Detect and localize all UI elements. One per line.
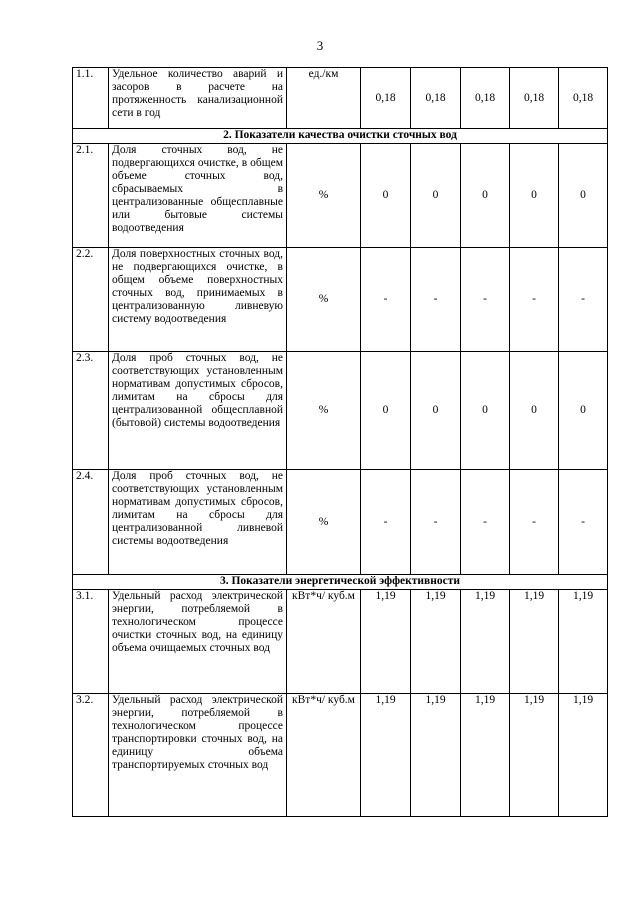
row-value: 1,19 xyxy=(461,590,510,694)
section-header-row xyxy=(73,129,608,144)
row-unit: кВт*ч/ куб.м xyxy=(287,694,361,817)
row-value: 0 xyxy=(361,352,411,470)
row-number: 2.4. xyxy=(73,470,109,575)
row-value: - xyxy=(361,470,411,575)
row-unit: % xyxy=(287,144,361,248)
row-value: - xyxy=(559,470,608,575)
row-unit: кВт*ч/ куб.м xyxy=(287,590,361,694)
row-value: 1,19 xyxy=(510,694,559,817)
row-value: 1,19 xyxy=(361,590,411,694)
row-unit: ед./км xyxy=(287,68,361,129)
row-description: Доля поверхностных сточных вод, не подвергающихся очистке, в общем объеме поверхностных сточных вод, принимаемых в централизованную ливневую систему водоотведения xyxy=(109,248,287,352)
row-value: 1,19 xyxy=(510,590,559,694)
row-value: 0 xyxy=(411,352,461,470)
row-value: - xyxy=(361,248,411,352)
row-value: - xyxy=(559,248,608,352)
row-number: 1.1. xyxy=(73,68,109,129)
row-value: 0 xyxy=(510,144,559,248)
row-number: 2.2. xyxy=(73,248,109,352)
row-value: 0,18 xyxy=(510,68,559,129)
row-value: 0 xyxy=(411,144,461,248)
row-value: 0 xyxy=(461,144,510,248)
row-value: 1,19 xyxy=(411,694,461,817)
row-description: Удельное количество аварий и засоров в расчете на протяженность канализационной сети в год xyxy=(109,68,287,129)
row-value: 1,19 xyxy=(461,694,510,817)
row-value: 0,18 xyxy=(411,68,461,129)
row-value: - xyxy=(510,248,559,352)
row-number: 2.1. xyxy=(73,144,109,248)
indicators-table xyxy=(72,67,608,817)
row-value: 0 xyxy=(461,352,510,470)
row-value: 1,19 xyxy=(559,694,608,817)
row-value: 0,18 xyxy=(559,68,608,129)
row-value: - xyxy=(461,248,510,352)
row-value: - xyxy=(411,470,461,575)
row-description: Удельный расход электрической энергии, потребляемой в технологическом процессе очистки сточных вод, на единицу объема очищаемых сточных вод xyxy=(109,590,287,694)
section-title: 3. Показатели энергетической эффективности xyxy=(73,575,608,590)
row-number: 2.3. xyxy=(73,352,109,470)
row-value: 0 xyxy=(361,144,411,248)
row-value: 1,19 xyxy=(361,694,411,817)
table-row xyxy=(73,68,608,129)
row-number: 3.2. xyxy=(73,694,109,817)
row-unit: % xyxy=(287,470,361,575)
section-header-row xyxy=(73,575,608,590)
row-value: 0 xyxy=(559,352,608,470)
row-value: 0 xyxy=(559,144,608,248)
row-value: - xyxy=(411,248,461,352)
table-row xyxy=(73,590,608,694)
row-unit: % xyxy=(287,248,361,352)
row-value: 1,19 xyxy=(411,590,461,694)
page-number: 3 xyxy=(316,38,324,53)
table-row xyxy=(73,694,608,817)
row-value: 0,18 xyxy=(361,68,411,129)
row-value: 1,19 xyxy=(559,590,608,694)
table-row xyxy=(73,144,608,248)
table-row xyxy=(73,470,608,575)
row-value: 0,18 xyxy=(461,68,510,129)
row-value: - xyxy=(510,470,559,575)
row-description: Удельный расход электрической энергии, потребляемой в технологическом процессе транспортировки сточных вод, на единицу объема транспортируемых сточных вод xyxy=(109,694,287,817)
row-description: Доля проб сточных вод, не соответствующих установленным нормативам допустимых сбросов, лимитам на сбросы для централизованной ливневой системы водоотведения xyxy=(109,470,287,575)
section-title: 2. Показатели качества очистки сточных вод xyxy=(73,129,608,144)
table-row xyxy=(73,352,608,470)
row-value: - xyxy=(461,470,510,575)
row-description: Доля проб сточных вод, не соответствующих установленным нормативам допустимых сбросов, лимитам на сбросы для централизованной общесплавной (бытовой) системы водоотведения xyxy=(109,352,287,470)
row-unit: % xyxy=(287,352,361,470)
row-value: 0 xyxy=(510,352,559,470)
table-row xyxy=(73,248,608,352)
row-number: 3.1. xyxy=(73,590,109,694)
row-description: Доля сточных вод, не подвергающихся очистке, в общем объеме сточных вод, сбрасываемых в централизованные общесплавные или бытовые системы водоотведения xyxy=(109,144,287,248)
